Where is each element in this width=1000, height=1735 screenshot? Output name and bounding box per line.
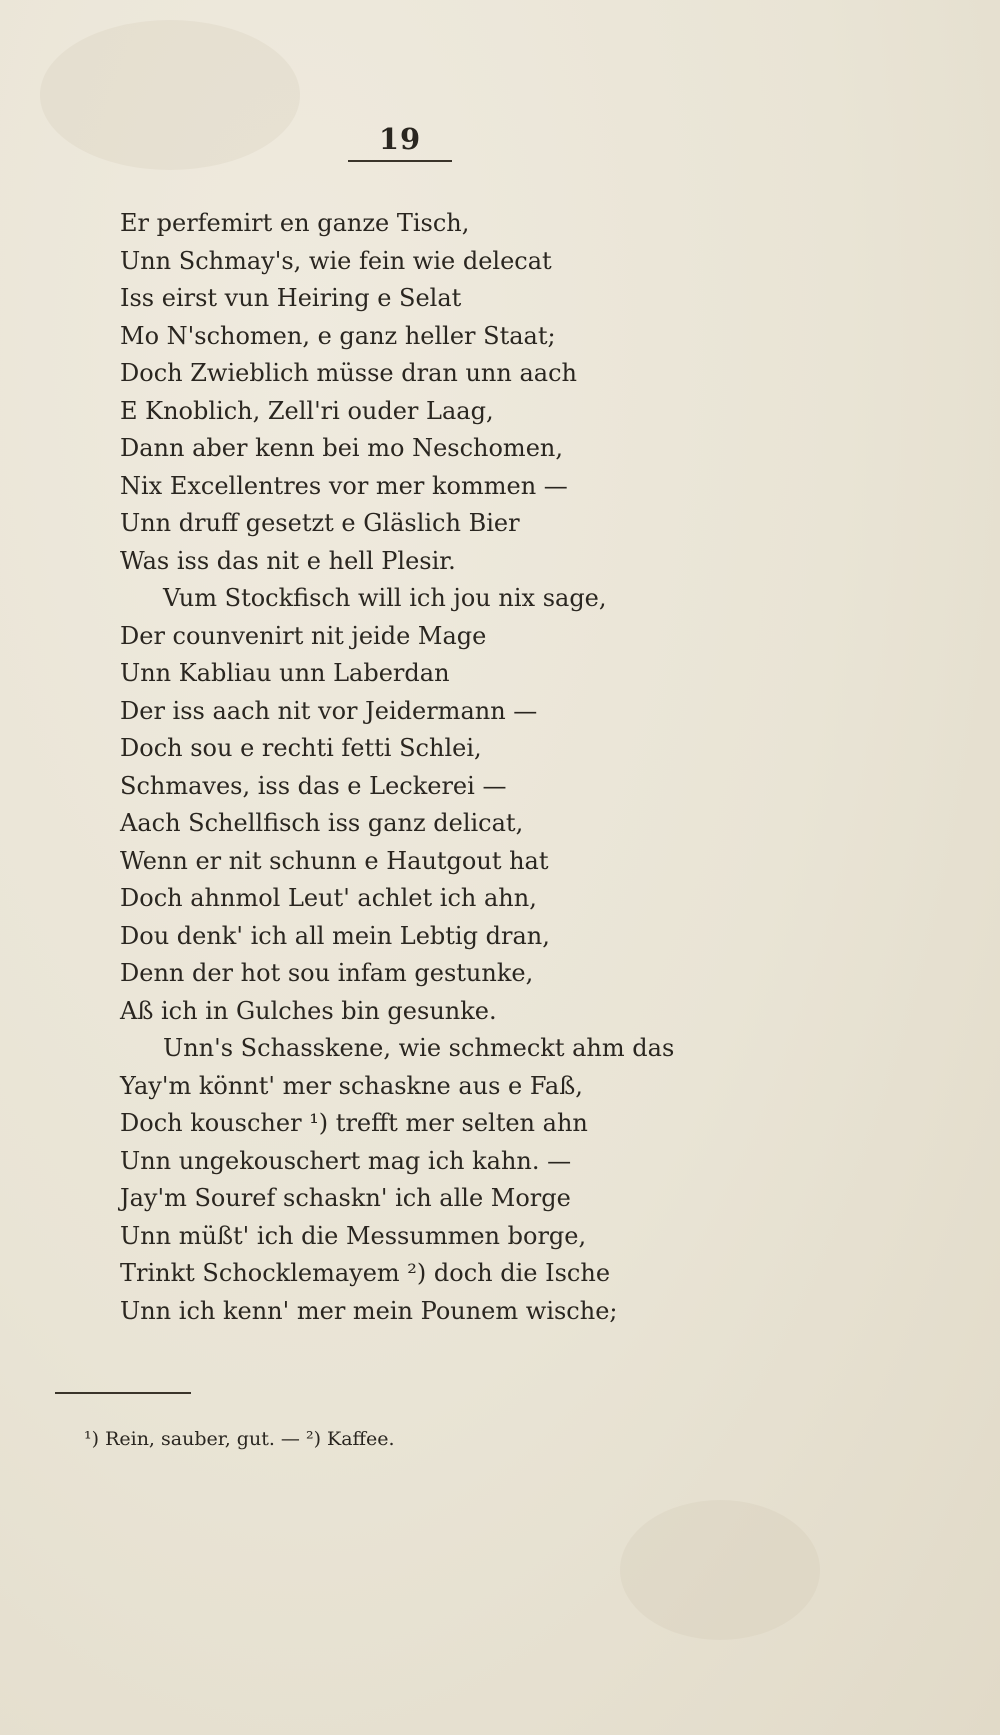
verse-line: Wenn er nit schunn e Hautgout hat <box>120 846 549 875</box>
verse-line: Doch kouscher ¹) trefft mer selten ahn <box>120 1109 588 1137</box>
verse-line: Unn Kabliau unn Laberdan <box>120 659 450 687</box>
verse-line: Nix Excellentres vor mer kommen — <box>120 471 568 500</box>
verse-line: Aach Schellfisch iss ganz delicat, <box>120 809 524 837</box>
verse-line: Iss eirst vun Heiring e Selat <box>120 284 462 312</box>
verse-line: Unn's Schasskene, wie schmeckt ahm das <box>163 1034 675 1062</box>
verse-line: Dann aber kenn bei mo Neschomen, <box>120 434 563 462</box>
poem-text <box>120 205 680 1330</box>
verse-line: Der iss aach nit vor Jeidermann — <box>120 696 538 725</box>
verse-line: Er perfemirt en ganze Tisch, <box>120 209 470 237</box>
verse-line: Unn Schmay's, wie fein wie delecat <box>120 246 552 275</box>
verse-line: Aß ich in Gulches bin gesunke. <box>120 996 497 1025</box>
verse-line: Vum Stockfisch will ich jou nix sage, <box>163 584 607 612</box>
verse-line: Doch sou e rechti fetti Schlei, <box>120 734 482 762</box>
header-rule <box>348 160 452 162</box>
verse-line: Unn ich kenn' mer mein Pounem wische; <box>120 1296 618 1325</box>
paper-stain <box>40 20 300 170</box>
verse-line: E Knoblich, Zell'ri ouder Laag, <box>120 396 494 425</box>
verse-line: Yay'm könnt' mer schaskne aus e Faß, <box>120 1071 583 1100</box>
verse-line: Unn druff gesetzt e Gläslich Bier <box>120 509 520 537</box>
page-number: 19 <box>378 122 422 156</box>
footnote-rule <box>55 1392 191 1394</box>
verse-line: Unn müßt' ich die Messummen borge, <box>120 1221 587 1250</box>
verse-line: Dou denk' ich all mein Lebtig dran, <box>120 921 550 950</box>
verse-line: Schmaves, iss das e Leckerei — <box>120 771 507 800</box>
verse-line: Doch Zwieblich müsse dran unn aach <box>120 359 577 387</box>
verse-line: Jay'm Souref schaskn' ich alle Morge <box>120 1184 571 1212</box>
verse-line: Denn der hot sou infam gestunke, <box>120 959 534 987</box>
verse-line: Unn ungekouschert mag ich kahn. — <box>120 1146 572 1175</box>
footnote: ¹) Rein, sauber, gut. — ²) Kaffee. <box>84 1428 395 1450</box>
paper-stain <box>620 1500 820 1640</box>
verse-line: Doch ahnmol Leut' achlet ich ahn, <box>120 884 537 912</box>
verse-line: Was iss das nit e hell Plesir. <box>120 546 456 575</box>
verse-line: Der counvenirt nit jeide Mage <box>120 621 487 650</box>
verse-line: Trinkt Schocklemayem ²) doch die Ische <box>120 1259 611 1287</box>
verse-line: Mo N'schomen, e ganz heller Staat; <box>120 321 556 350</box>
